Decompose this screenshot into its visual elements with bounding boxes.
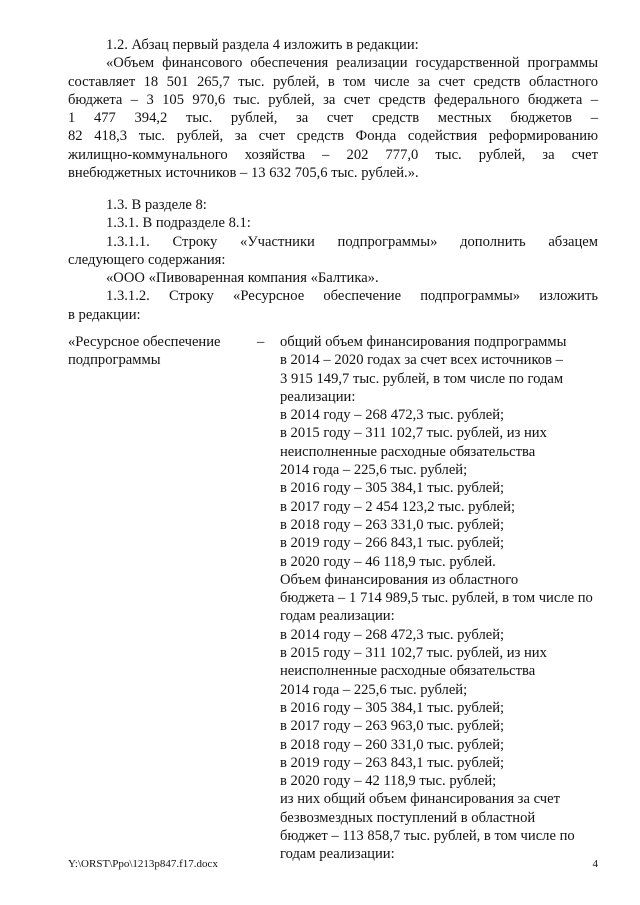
resource-row-value [280,333,598,864]
funding-detail-line: в 2014 году – 268 472,3 тыс. рублей; [280,626,505,643]
item-1-3-1-2-continued: в редакции: [68,306,141,323]
quoted-company-name: «ООО «Пивоваренная компания «Балтика». [106,270,379,287]
funding-detail-line: неисполненные расходные обязательства [280,663,536,680]
item-1-3-1-1-continued: следующего содержания: [68,251,226,268]
funding-detail-line: безвозмездных поступлений в областной [280,809,536,826]
section-1-3 [68,196,598,324]
funding-paragraph-line: жилищно-коммунального хозяйства – 202 777,0 тыс. рублей, за счет [68,146,598,163]
funding-detail-line: из них общий объем финансирования за счет [280,791,560,808]
row-label-line: подпрограммы [68,352,161,369]
funding-detail-line: в 2014 – 2020 годах за счет всех источников – [280,352,563,369]
funding-paragraph-line: составляет 18 501 265,7 тыс. рублей, в том числе за счет средств областного [68,73,598,90]
funding-detail-line: неисполненные расходные обязательства [280,443,536,460]
funding-detail-line: в 2014 году – 268 472,3 тыс. рублей; [280,407,505,424]
funding-detail-line: 3 915 149,7 тыс. рублей, в том числе по годам [280,370,564,387]
funding-detail-line: бюджет – 113 858,7 тыс. рублей, в том числе по [280,828,575,845]
resource-row-label [68,333,268,370]
funding-detail-line: в 2018 году – 260 331,0 тыс. рублей; [280,736,505,753]
section-1-2-heading: 1.2. Абзац первый раздела 4 изложить в редакции: [106,37,419,53]
funding-detail-line: в 2017 году – 263 963,0 тыс. рублей; [280,718,505,735]
funding-detail-line: общий объем финансирования подпрограммы [280,334,567,350]
funding-detail-line: годам реализации: [280,846,395,863]
funding-detail-line: в 2020 году – 46 118,9 тыс. рублей. [280,553,496,570]
row-dash: – [257,334,265,350]
funding-detail-line: в 2019 году – 263 843,1 тыс. рублей; [280,754,505,771]
funding-paragraph-line: «Объем финансового обеспечения реализации государственной программы [106,55,598,72]
funding-paragraph-line: 1 477 394,2 тыс. рублей, за счет средств местных бюджетов – [68,110,598,127]
funding-detail-line: Объем финансирования из областного [280,571,519,588]
row-label-line: «Ресурсное обеспечение [68,334,221,350]
section-1-3-heading: 1.3. В разделе 8: [106,197,207,213]
funding-detail-line: в 2015 году – 311 102,7 тыс. рублей, из них [280,645,547,662]
subsection-heading: 1.3.1. В подразделе 8.1: [106,215,251,232]
item-1-3-1-1: 1.3.1.1. Строку «Участники подпрограммы» дополнить абзацем [106,233,598,250]
funding-detail-line: в 2017 году – 2 454 123,2 тыс. рублей; [280,498,516,515]
funding-detail-line: 2014 года – 225,6 тыс. рублей; [280,462,468,479]
funding-detail-line: бюджета – 1 714 989,5 тыс. рублей, в том числе по [280,590,593,607]
file-path: Y:\ORST\Ppo\1213p847.f17.docx [68,858,218,870]
funding-paragraph-line: внебюджетных источников – 13 632 705,6 тыс. рублей.». [68,165,419,182]
item-1-3-1-2: 1.3.1.2. Строку «Ресурсное обеспечение подпрограммы» изложить [106,288,598,305]
section-1-2 [68,36,598,182]
funding-detail-line: в 2019 году – 266 843,1 тыс. рублей; [280,535,505,552]
funding-paragraph-line: бюджета – 3 105 970,6 тыс. рублей, за счет средств федерального бюджета – [68,91,598,108]
page-number: 4 [592,858,598,870]
funding-detail-line: в 2020 году – 42 118,9 тыс. рублей; [280,773,497,790]
funding-detail-line: реализации: [280,388,356,405]
funding-detail-line: годам реализации: [280,608,395,625]
funding-detail-line: в 2018 году – 263 331,0 тыс. рублей; [280,516,505,533]
funding-detail-line: в 2016 году – 305 384,1 тыс. рублей; [280,699,505,716]
funding-detail-line: 2014 года – 225,6 тыс. рублей; [280,681,468,698]
funding-detail-line: в 2016 году – 305 384,1 тыс. рублей; [280,480,505,497]
funding-detail-line: в 2015 году – 311 102,7 тыс. рублей, из них [280,425,547,442]
funding-paragraph-line: 82 418,3 тыс. рублей, за счет средств Фонда содействия реформированию [68,128,598,145]
